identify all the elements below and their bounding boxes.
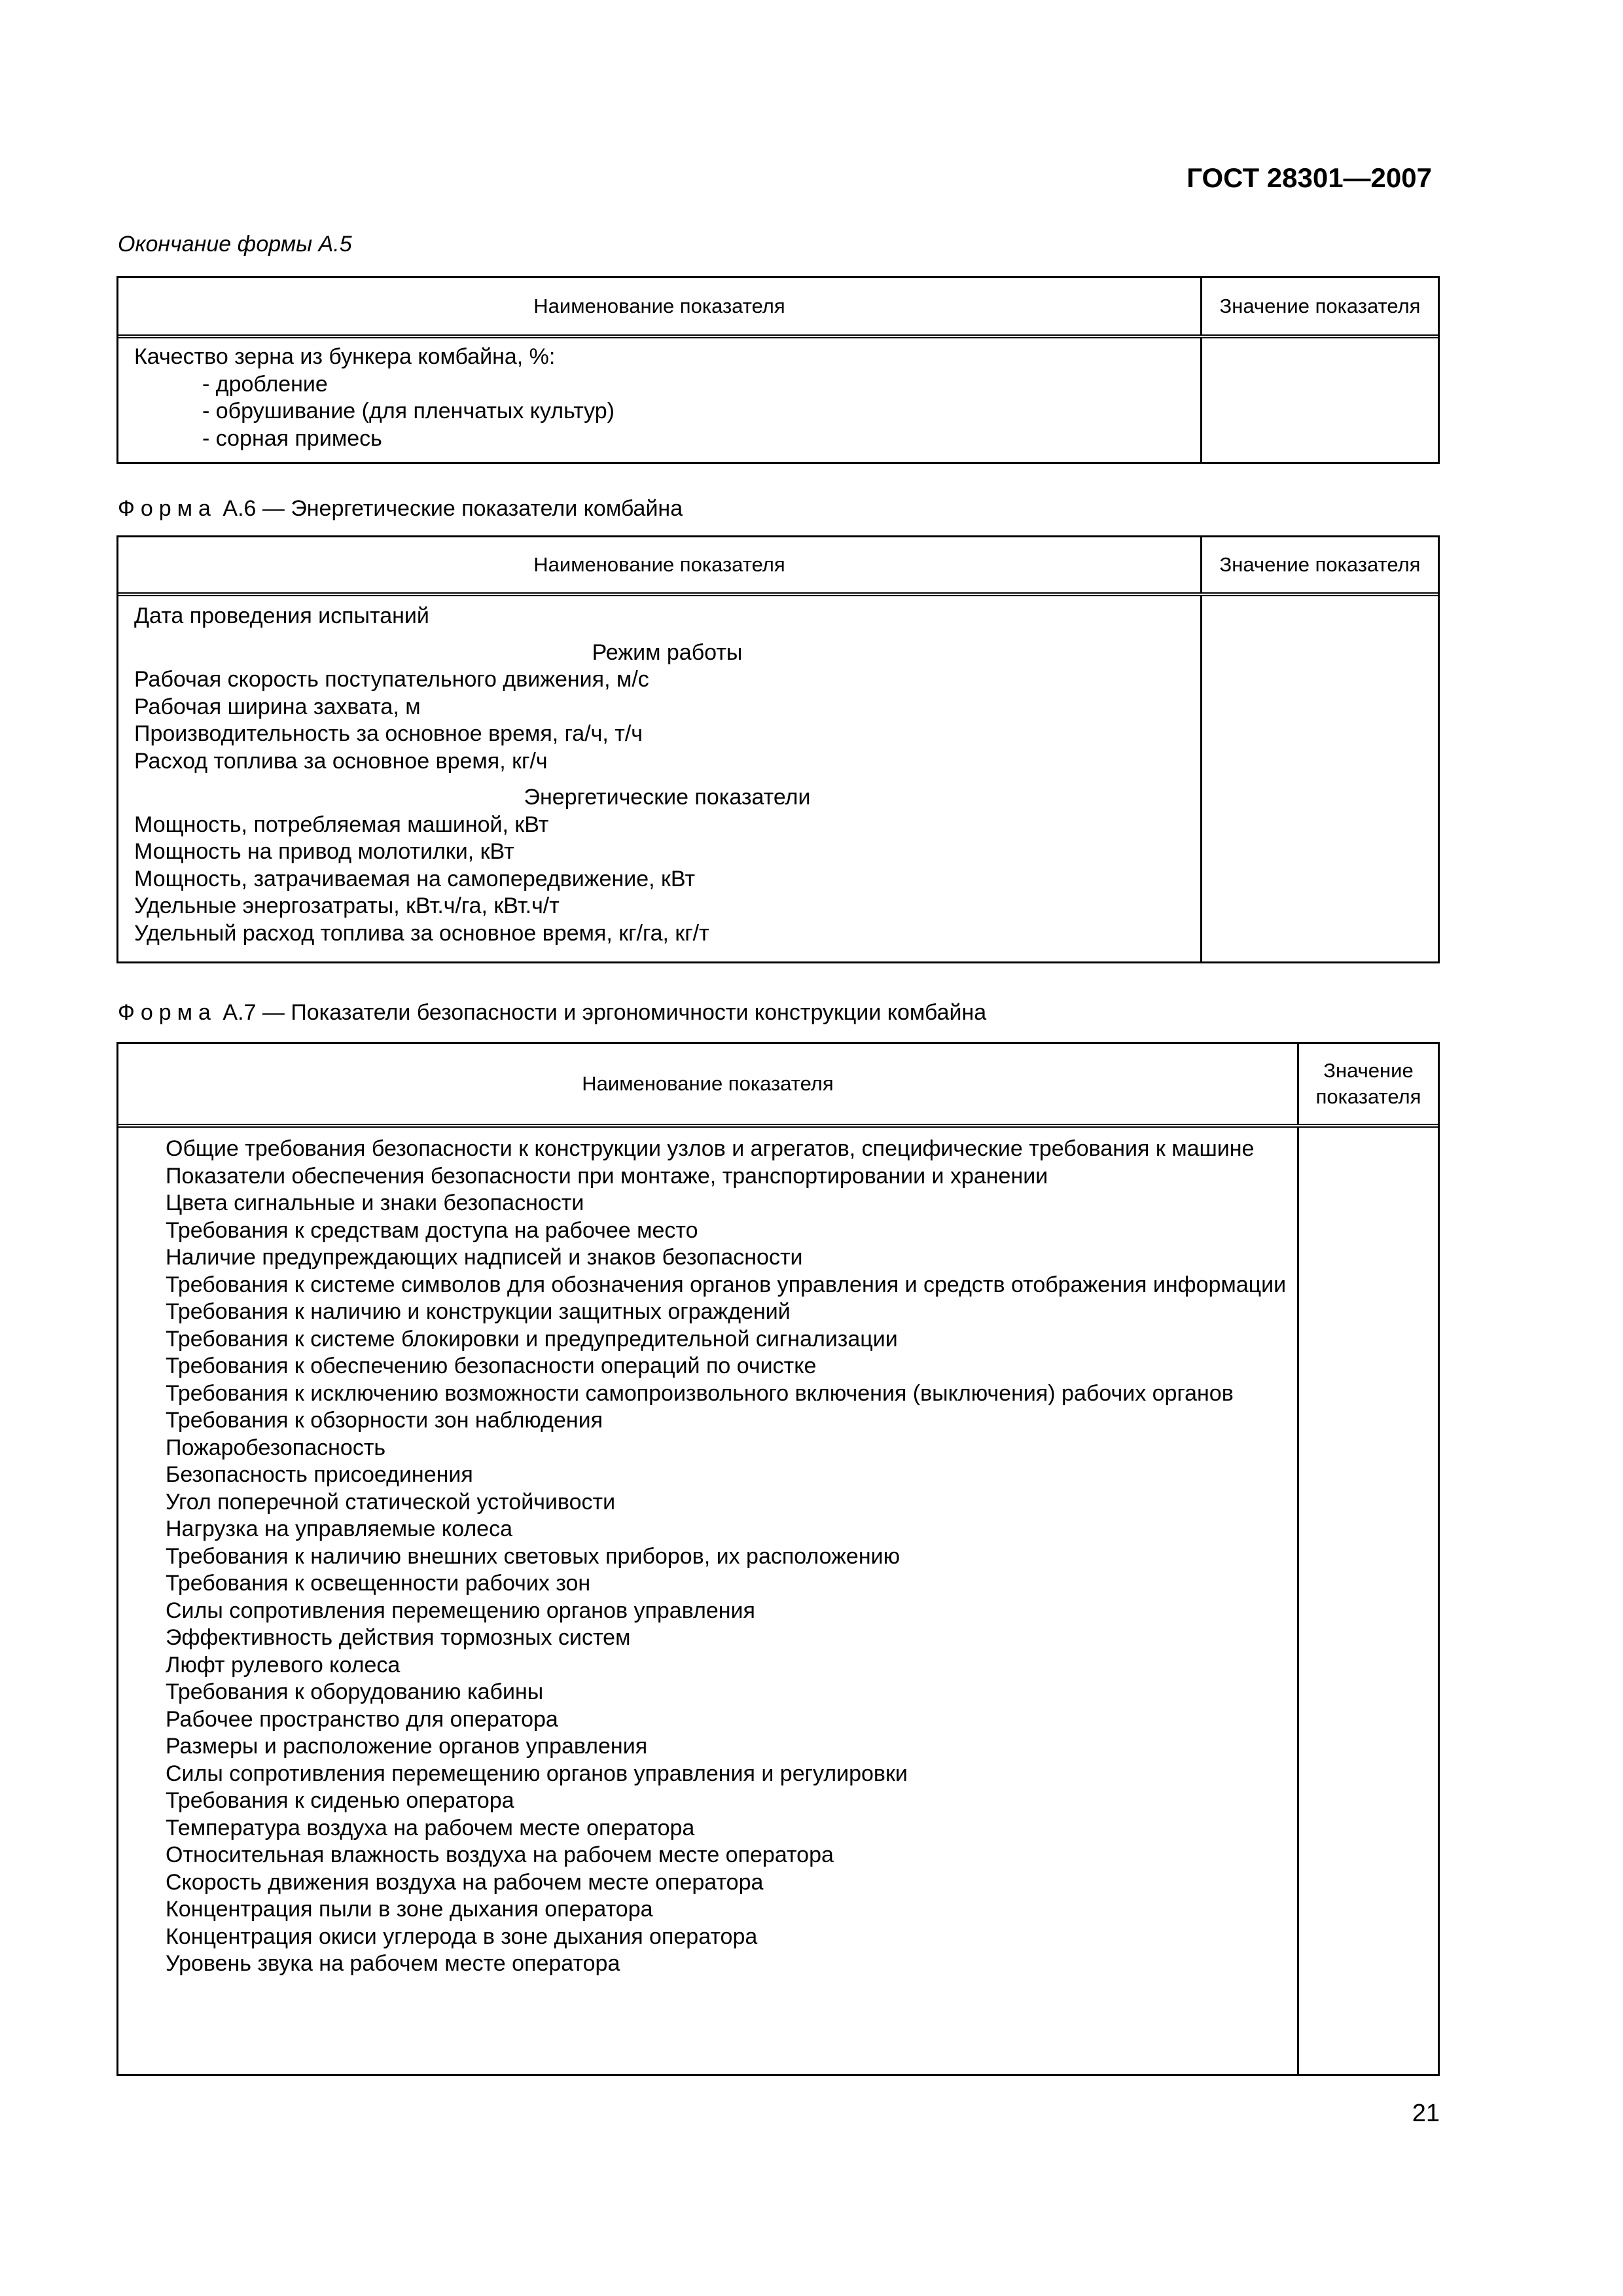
indicator-item: Безопасность присоединения xyxy=(166,1462,473,1487)
indicator-item: Требования к наличию и конструкции защитных ограждений xyxy=(166,1299,791,1324)
form-a6-table-header xyxy=(118,537,1438,596)
form-a5-table-header xyxy=(118,278,1438,338)
indicator-item: Цвета сигнальные и знаки безопасности xyxy=(166,1191,584,1215)
indicator-item: Требования к средствам доступа на рабочее место xyxy=(166,1217,698,1243)
indicator-item: Нагрузка на управляемые колеса xyxy=(166,1516,513,1541)
form-a6-table xyxy=(116,535,1440,963)
form-a7-caption xyxy=(118,1000,986,1026)
column-header-value xyxy=(1299,1044,1438,1124)
form-a6-caption-prefix: Форма xyxy=(118,496,217,521)
indicator-item: Требования к сиденью оператора xyxy=(166,1788,514,1813)
column-header-name: Наименование показателя xyxy=(118,537,1202,592)
column-header-name: Наименование показателя xyxy=(118,1044,1299,1124)
indicator-item: Рабочее пространство для оператора xyxy=(166,1706,558,1732)
indicator-item: Общие требования безопасности к конструкции узлов и агрегатов, специфические требования к машине xyxy=(166,1136,1255,1161)
indicator-item: Эффективность действия тормозных систем xyxy=(166,1625,631,1650)
indicator-item: Наличие предупреждающих надписей и знаков безопасности xyxy=(166,1245,803,1270)
form-a7-table-header xyxy=(118,1044,1438,1128)
form-a5-value-cell xyxy=(1202,338,1438,462)
indicator-item: Показатели обеспечения безопасности при монтаже, транспортировании и хранении xyxy=(166,1163,1048,1189)
indicator-item: Требования к обеспечению безопасности операций по очистке xyxy=(166,1354,817,1378)
operating-mode-item: Расход топлива за основное время, кг/ч xyxy=(134,748,548,774)
indicator-item: Требования к освещенности рабочих зон xyxy=(166,1571,591,1596)
column-header-value-line: показателя xyxy=(1315,1085,1421,1108)
indicator-item: Относительная влажность воздуха на рабочем месте оператора xyxy=(166,1842,834,1867)
indicator-item: Пожаробезопасность xyxy=(166,1435,386,1460)
form-a7-name-cell xyxy=(118,1128,1299,2074)
indicator-item: Уровень звука на рабочем месте оператора xyxy=(166,1951,620,1976)
test-date-line: Дата проведения испытаний xyxy=(134,603,429,628)
indicator-item: Требования к системе символов для обозначения органов управления и средств отображения информации xyxy=(166,1272,1287,1297)
form-a7-caption-title: А.7 — Показатели безопасности и эргономичности конструкции комбайна xyxy=(223,1000,987,1025)
indicator-item: Требования к исключению возможности самопроизвольного включения (выключения) рабочих органов xyxy=(166,1380,1234,1406)
column-header-value: Значение показателя xyxy=(1219,295,1421,317)
energy-indicator-item: Удельный расход топлива за основное время, кг/га, кг/т xyxy=(134,920,709,946)
form-a6-value-cell xyxy=(1202,596,1438,961)
form-a7-table-body xyxy=(118,1128,1438,2074)
form-a7-caption-prefix: Форма xyxy=(118,1000,217,1025)
indicator-item: Скорость движения воздуха на рабочем месте оператора xyxy=(166,1869,764,1895)
indicator-item: Силы сопротивления перемещению органов управления и регулировки xyxy=(166,1761,908,1786)
grain-quality-item: - обрушивание (для пленчатых культур) xyxy=(202,399,615,423)
form-a5-table xyxy=(116,276,1440,464)
column-header-value-line: Значение xyxy=(1323,1059,1414,1082)
form-a5-name-cell xyxy=(118,338,1202,462)
operating-mode-item: Рабочая скорость поступательного движения, м/с xyxy=(134,667,649,692)
energy-indicators-heading: Энергетические показатели xyxy=(524,785,811,810)
indicator-item: Размеры и расположение органов управления xyxy=(166,1734,648,1759)
indicator-item: Силы сопротивления перемещению органов управления xyxy=(166,1598,755,1623)
indicator-item: Угол поперечной статической устойчивости xyxy=(166,1489,616,1515)
form-a5-table-body xyxy=(118,338,1438,462)
indicator-item: Требования к системе блокировки и предупредительной сигнализации xyxy=(166,1326,898,1352)
column-header-value: Значение показателя xyxy=(1219,553,1421,576)
form-a5-caption: Окончание формы А.5 xyxy=(118,232,352,257)
operating-mode-item: Производительность за основное время, га/ч, т/ч xyxy=(134,721,643,746)
document-id: ГОСТ 28301—2007 xyxy=(1186,162,1432,193)
form-a7-value-cell xyxy=(1299,1128,1438,2074)
indicator-item: Концентрация пыли в зоне дыхания оператора xyxy=(166,1897,653,1922)
grain-quality-line: Качество зерна из бункера комбайна, %: xyxy=(134,344,556,369)
indicator-item: Концентрация окиси углерода в зоне дыхания оператора xyxy=(166,1924,758,1949)
operating-mode-heading: Режим работы xyxy=(592,639,743,665)
indicator-item: Требования к оборудованию кабины xyxy=(166,1679,544,1704)
grain-quality-item: - сорная примесь xyxy=(202,425,382,451)
energy-indicator-item: Удельные энергозатраты, кВт.ч/га, кВт.ч/т xyxy=(134,893,560,918)
form-a6-caption xyxy=(118,496,683,522)
page-number: 21 xyxy=(1412,2100,1440,2127)
indicator-item: Температура воздуха на рабочем месте оператора xyxy=(166,1815,695,1840)
indicator-item: Требования к обзорности зон наблюдения xyxy=(166,1408,603,1433)
operating-mode-item: Рабочая ширина захвата, м xyxy=(134,694,421,719)
indicator-item: Люфт рулевого колеса xyxy=(166,1652,401,1677)
energy-indicator-item: Мощность, затрачиваемая на самопередвижение, кВт xyxy=(134,866,696,891)
form-a7-table xyxy=(116,1042,1440,2076)
form-a6-table-body xyxy=(118,596,1438,961)
indicator-item: Требования к наличию внешних световых приборов, их расположению xyxy=(166,1543,901,1569)
form-a6-name-cell xyxy=(118,596,1202,961)
energy-indicator-item: Мощность, потребляемая машиной, кВт xyxy=(134,812,549,837)
energy-indicator-item: Мощность на привод молотилки, кВт xyxy=(134,839,514,864)
form-a6-caption-title: А.6 — Энергетические показатели комбайна xyxy=(223,496,683,521)
grain-quality-item: - дробление xyxy=(202,371,328,397)
column-header-name: Наименование показателя xyxy=(118,278,1202,334)
